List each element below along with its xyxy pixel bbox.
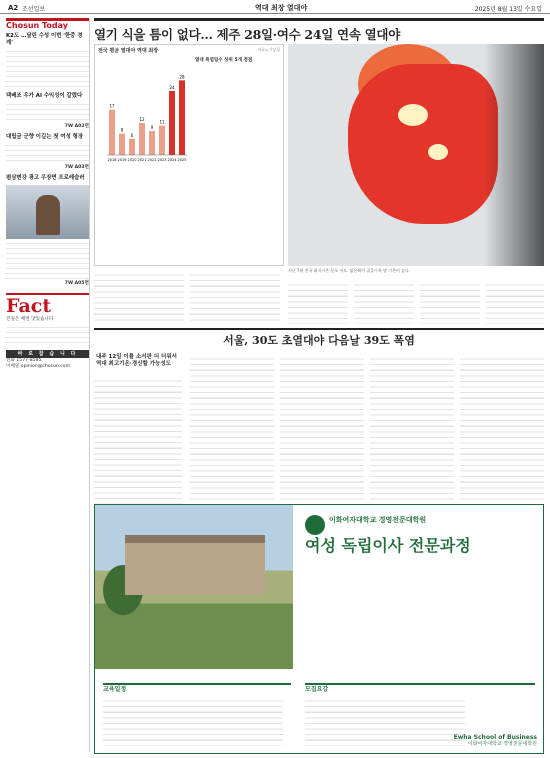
- article-column: [354, 280, 414, 324]
- ad-schedule-title: 교육일정: [103, 686, 127, 693]
- bar-chart: [95, 45, 283, 265]
- article-column: [190, 270, 280, 324]
- chart-category-label: 2018: [107, 158, 117, 162]
- fact-body: [6, 323, 89, 347]
- map-caption: 지난 7월 전국 최저기온 분포 지도. 붉은색이 짙을수록 밤 기온이 높다.: [288, 268, 411, 273]
- temperature-map: [288, 44, 544, 266]
- advertisement[interactable]: [94, 504, 544, 754]
- fact-title: Fact: [6, 295, 52, 317]
- article-column: [486, 280, 544, 324]
- chart-bar: [159, 126, 165, 155]
- sidebar-page-ref: 7W A02면: [64, 124, 89, 129]
- map-region-south: [348, 64, 498, 224]
- sidebar-body: [6, 47, 89, 89]
- chart-bar: [139, 123, 145, 155]
- article-column: [94, 376, 182, 504]
- campus-photo: [95, 505, 293, 669]
- sidebar-body: [6, 141, 89, 165]
- chart-value-label: 11: [159, 119, 165, 125]
- chart-category-label: 2021: [137, 158, 147, 162]
- left-sidebar: [6, 18, 90, 752]
- chart-value-label: 12: [139, 117, 145, 122]
- article-column: [190, 354, 274, 504]
- sidebar-page-ref: 7W A05면: [64, 281, 89, 286]
- section-title: 역대 최장 열대야: [255, 4, 308, 12]
- ad-school-name: 이화여자대학교 경영전문대학원: [329, 516, 427, 524]
- chart-title: 전국 평균 열대야 역대 최장: [98, 48, 159, 54]
- ad-schedule-body: [103, 696, 283, 746]
- chart-category-label: 2023: [157, 158, 167, 162]
- sidebar-headline[interactable]: 택배조 우가 AI 수익성이 갈렸다: [6, 93, 83, 99]
- phone-label: 전화: [6, 358, 15, 363]
- article-column: [288, 280, 348, 324]
- phone-number[interactable]: 1577-8585: [16, 358, 42, 363]
- chart-bar: [109, 110, 115, 155]
- second-headline[interactable]: 서울, 30도 초열대야 다음날 39도 폭염: [94, 328, 544, 346]
- article-column: [370, 354, 454, 504]
- page-number: A2: [8, 4, 19, 12]
- chart-value-label: 8: [120, 127, 124, 133]
- map-cool-spot: [428, 144, 448, 160]
- chart-value-label: 6: [130, 133, 134, 138]
- chart-bar: [179, 80, 185, 155]
- correction-banner: 바 로 잡 습 니 다: [6, 350, 89, 358]
- mini-chart-title: 열대 폭염일수 상위 5개 정점: [195, 58, 253, 63]
- chart-panel: [94, 44, 284, 266]
- main-headline[interactable]: 열기 식을 틈이 없다… 제주 28일·여수 24일 연속 열대야: [94, 18, 544, 40]
- ad-title: 여성 독립이사 전문과정: [305, 536, 471, 555]
- second-subheadline: 내주 12일 이틀 소서판 더 더워서 역대 최고기온·경신할 가능성도: [96, 354, 177, 367]
- chart-value-label: 24: [169, 85, 175, 90]
- fact-email: [6, 364, 89, 370]
- map-cool-spot: [398, 104, 428, 126]
- email-address[interactable]: opinion@chosun.com: [20, 364, 71, 369]
- sidebar-headline[interactable]: K2도 …달린 수성 이번 '한중 경계': [6, 33, 83, 46]
- ad-footer-en: Ewha School of Business: [453, 734, 537, 741]
- sidebar-photo: [6, 185, 89, 239]
- chart-value-label: 17: [109, 103, 115, 109]
- ewha-logo-icon: [305, 515, 325, 535]
- ad-requirements-body: [305, 696, 465, 746]
- sidebar-headline[interactable]: 펌삼변강 광고 우장면 프로레슬러: [6, 175, 85, 181]
- chart-value-label: 9: [150, 125, 154, 130]
- fact-box: [6, 293, 89, 370]
- building-shape: [125, 535, 265, 595]
- chart-category-label: 2024: [167, 158, 177, 162]
- wrestler-figure: [36, 195, 60, 235]
- ad-footer-kr: 이화여자대학교 경영전문대학원: [467, 741, 537, 747]
- chart-category-label: 2019: [117, 158, 127, 162]
- article-column: [280, 354, 364, 504]
- email-label: 이메일: [6, 364, 20, 369]
- chart-value-label: 28: [179, 74, 185, 80]
- sidebar-body: [6, 239, 89, 281]
- sidebar-headline[interactable]: 대립금 군향 이길는 첫 여성 형장: [6, 134, 84, 140]
- chart-category-label: 2025: [177, 158, 187, 162]
- chart-category-label: 2022: [147, 158, 157, 162]
- article-column: [94, 270, 184, 324]
- chart-bar: [129, 139, 135, 155]
- ad-footer: [454, 735, 537, 747]
- ad-schedule-box: [103, 683, 291, 746]
- article-column: [420, 280, 480, 324]
- chosun-today-title: Chosun Today: [6, 18, 89, 29]
- fact-description: 진실은 배면 맛있습니다: [6, 317, 54, 322]
- issue-date: 2025년 8월 13일 수요일: [474, 6, 542, 13]
- chart-source: 자료=기상청: [257, 47, 280, 52]
- chart-bar: [169, 91, 175, 155]
- page-header: [0, 0, 550, 14]
- chart-bar: [119, 134, 125, 155]
- ad-requirements-title: 모집요강: [305, 686, 329, 693]
- map-overlay-figure: [484, 44, 544, 266]
- sidebar-page-ref: 7W A03면: [64, 165, 89, 170]
- chart-category-label: 2020: [127, 158, 137, 162]
- article-column: [460, 354, 544, 504]
- chart-bar: [149, 131, 155, 155]
- publication-name: 조선일보: [22, 6, 46, 13]
- sidebar-body: [6, 100, 89, 124]
